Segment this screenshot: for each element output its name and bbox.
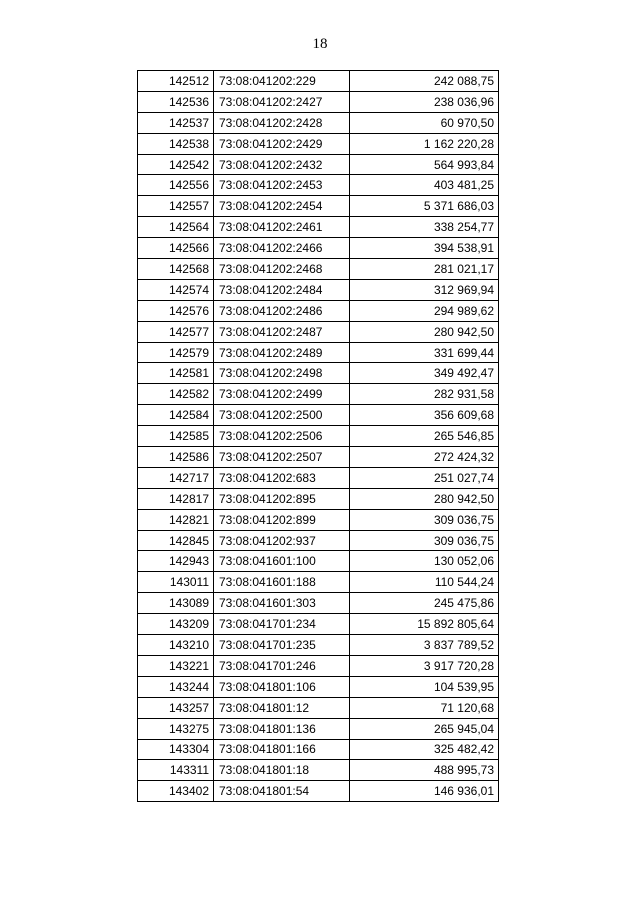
table-row bbox=[138, 447, 499, 468]
row-number-cell: 142582 bbox=[138, 384, 214, 405]
cadastral-value-cell: 280 942,50 bbox=[350, 488, 499, 509]
cadastral-number-cell: 73:08:041202:2487 bbox=[214, 321, 350, 342]
cadastral-number-cell: 73:08:041202:2499 bbox=[214, 384, 350, 405]
cadastral-number-cell: 73:08:041601:303 bbox=[214, 593, 350, 614]
cadastral-value-table bbox=[137, 70, 499, 802]
table-row bbox=[138, 509, 499, 530]
cadastral-number-cell: 73:08:041202:2428 bbox=[214, 112, 350, 133]
table-row bbox=[138, 238, 499, 259]
table-row bbox=[138, 279, 499, 300]
cadastral-number-cell: 73:08:041601:100 bbox=[214, 551, 350, 572]
cadastral-number-cell: 73:08:041202:2506 bbox=[214, 426, 350, 447]
row-number-cell: 143402 bbox=[138, 781, 214, 802]
row-number-cell: 142581 bbox=[138, 363, 214, 384]
cadastral-number-cell: 73:08:041202:937 bbox=[214, 530, 350, 551]
cadastral-number-cell: 73:08:041202:899 bbox=[214, 509, 350, 530]
cadastral-number-cell: 73:08:041202:2489 bbox=[214, 342, 350, 363]
row-number-cell: 143210 bbox=[138, 635, 214, 656]
cadastral-number-cell: 73:08:041202:2498 bbox=[214, 363, 350, 384]
table-row bbox=[138, 635, 499, 656]
cadastral-value-cell: 15 892 805,64 bbox=[350, 614, 499, 635]
cadastral-value-cell: 110 544,24 bbox=[350, 572, 499, 593]
table-row bbox=[138, 384, 499, 405]
row-number-cell: 142512 bbox=[138, 71, 214, 92]
row-number-cell: 142538 bbox=[138, 133, 214, 154]
row-number-cell: 143244 bbox=[138, 676, 214, 697]
row-number-cell: 142556 bbox=[138, 175, 214, 196]
table-row bbox=[138, 321, 499, 342]
cadastral-value-cell: 146 936,01 bbox=[350, 781, 499, 802]
cadastral-number-cell: 73:08:041202:2454 bbox=[214, 196, 350, 217]
table-row bbox=[138, 676, 499, 697]
table-row bbox=[138, 300, 499, 321]
cadastral-number-cell: 73:08:041701:235 bbox=[214, 635, 350, 656]
cadastral-number-cell: 73:08:041801:18 bbox=[214, 760, 350, 781]
cadastral-value-cell: 5 371 686,03 bbox=[350, 196, 499, 217]
cadastral-number-cell: 73:08:041202:2500 bbox=[214, 405, 350, 426]
cadastral-number-cell: 73:08:041202:2453 bbox=[214, 175, 350, 196]
table-row bbox=[138, 259, 499, 280]
table-row bbox=[138, 91, 499, 112]
row-number-cell: 143311 bbox=[138, 760, 214, 781]
cadastral-value-cell: 403 481,25 bbox=[350, 175, 499, 196]
row-number-cell: 142717 bbox=[138, 467, 214, 488]
cadastral-value-cell: 294 989,62 bbox=[350, 300, 499, 321]
cadastral-value-cell: 71 120,68 bbox=[350, 697, 499, 718]
table-row bbox=[138, 133, 499, 154]
cadastral-value-cell: 280 942,50 bbox=[350, 321, 499, 342]
row-number-cell: 142574 bbox=[138, 279, 214, 300]
cadastral-value-cell: 309 036,75 bbox=[350, 509, 499, 530]
cadastral-value-cell: 104 539,95 bbox=[350, 676, 499, 697]
row-number-cell: 142817 bbox=[138, 488, 214, 509]
row-number-cell: 142537 bbox=[138, 112, 214, 133]
cadastral-number-cell: 73:08:041801:166 bbox=[214, 739, 350, 760]
cadastral-number-cell: 73:08:041202:2486 bbox=[214, 300, 350, 321]
row-number-cell: 143209 bbox=[138, 614, 214, 635]
row-number-cell: 142564 bbox=[138, 217, 214, 238]
row-number-cell: 142821 bbox=[138, 509, 214, 530]
cadastral-value-cell: 564 993,84 bbox=[350, 154, 499, 175]
cadastral-value-cell: 312 969,94 bbox=[350, 279, 499, 300]
cadastral-value-cell: 265 546,85 bbox=[350, 426, 499, 447]
row-number-cell: 142845 bbox=[138, 530, 214, 551]
row-number-cell: 143304 bbox=[138, 739, 214, 760]
table-row bbox=[138, 426, 499, 447]
table-body bbox=[138, 71, 499, 802]
table-row bbox=[138, 488, 499, 509]
row-number-cell: 142586 bbox=[138, 447, 214, 468]
cadastral-number-cell: 73:08:041202:2432 bbox=[214, 154, 350, 175]
cadastral-number-cell: 73:08:041202:2484 bbox=[214, 279, 350, 300]
cadastral-value-cell: 349 492,47 bbox=[350, 363, 499, 384]
table-row bbox=[138, 405, 499, 426]
cadastral-number-cell: 73:08:041202:2507 bbox=[214, 447, 350, 468]
cadastral-value-cell: 3 917 720,28 bbox=[350, 655, 499, 676]
table-row bbox=[138, 614, 499, 635]
table-row bbox=[138, 739, 499, 760]
cadastral-value-cell: 394 538,91 bbox=[350, 238, 499, 259]
row-number-cell: 143011 bbox=[138, 572, 214, 593]
cadastral-value-cell: 238 036,96 bbox=[350, 91, 499, 112]
table-row bbox=[138, 781, 499, 802]
table-row bbox=[138, 196, 499, 217]
row-number-cell: 143221 bbox=[138, 655, 214, 676]
cadastral-number-cell: 73:08:041601:188 bbox=[214, 572, 350, 593]
cadastral-number-cell: 73:08:041801:12 bbox=[214, 697, 350, 718]
cadastral-number-cell: 73:08:041202:895 bbox=[214, 488, 350, 509]
cadastral-value-cell: 488 995,73 bbox=[350, 760, 499, 781]
table-row bbox=[138, 217, 499, 238]
cadastral-value-cell: 281 021,17 bbox=[350, 259, 499, 280]
row-number-cell: 143257 bbox=[138, 697, 214, 718]
table-row bbox=[138, 551, 499, 572]
table-row bbox=[138, 154, 499, 175]
cadastral-value-cell: 1 162 220,28 bbox=[350, 133, 499, 154]
cadastral-value-cell: 60 970,50 bbox=[350, 112, 499, 133]
table-row bbox=[138, 572, 499, 593]
row-number-cell: 142579 bbox=[138, 342, 214, 363]
row-number-cell: 142566 bbox=[138, 238, 214, 259]
cadastral-value-cell: 130 052,06 bbox=[350, 551, 499, 572]
row-number-cell: 142584 bbox=[138, 405, 214, 426]
cadastral-number-cell: 73:08:041801:54 bbox=[214, 781, 350, 802]
cadastral-value-cell: 282 931,58 bbox=[350, 384, 499, 405]
table-row bbox=[138, 655, 499, 676]
cadastral-value-cell: 309 036,75 bbox=[350, 530, 499, 551]
row-number-cell: 142536 bbox=[138, 91, 214, 112]
cadastral-value-cell: 242 088,75 bbox=[350, 71, 499, 92]
row-number-cell: 142577 bbox=[138, 321, 214, 342]
cadastral-number-cell: 73:08:041701:246 bbox=[214, 655, 350, 676]
cadastral-number-cell: 73:08:041801:106 bbox=[214, 676, 350, 697]
table-row bbox=[138, 697, 499, 718]
cadastral-value-cell: 272 424,32 bbox=[350, 447, 499, 468]
cadastral-number-cell: 73:08:041202:2429 bbox=[214, 133, 350, 154]
row-number-cell: 142542 bbox=[138, 154, 214, 175]
table-row bbox=[138, 530, 499, 551]
cadastral-number-cell: 73:08:041202:683 bbox=[214, 467, 350, 488]
row-number-cell: 142585 bbox=[138, 426, 214, 447]
table-row bbox=[138, 718, 499, 739]
cadastral-number-cell: 73:08:041202:2468 bbox=[214, 259, 350, 280]
table-row bbox=[138, 71, 499, 92]
table-row bbox=[138, 760, 499, 781]
row-number-cell: 143275 bbox=[138, 718, 214, 739]
page-number: 18 bbox=[312, 36, 328, 52]
cadastral-value-cell: 265 945,04 bbox=[350, 718, 499, 739]
cadastral-value-cell: 338 254,77 bbox=[350, 217, 499, 238]
row-number-cell: 142576 bbox=[138, 300, 214, 321]
row-number-cell: 143089 bbox=[138, 593, 214, 614]
cadastral-value-cell: 3 837 789,52 bbox=[350, 635, 499, 656]
table-row bbox=[138, 112, 499, 133]
cadastral-number-cell: 73:08:041801:136 bbox=[214, 718, 350, 739]
row-number-cell: 142557 bbox=[138, 196, 214, 217]
table-row bbox=[138, 593, 499, 614]
cadastral-number-cell: 73:08:041202:2427 bbox=[214, 91, 350, 112]
cadastral-value-cell: 251 027,74 bbox=[350, 467, 499, 488]
cadastral-value-cell: 331 699,44 bbox=[350, 342, 499, 363]
row-number-cell: 142568 bbox=[138, 259, 214, 280]
cadastral-number-cell: 73:08:041701:234 bbox=[214, 614, 350, 635]
table-row bbox=[138, 175, 499, 196]
cadastral-value-cell: 245 475,86 bbox=[350, 593, 499, 614]
table-row bbox=[138, 467, 499, 488]
table-row bbox=[138, 342, 499, 363]
row-number-cell: 142943 bbox=[138, 551, 214, 572]
cadastral-number-cell: 73:08:041202:2461 bbox=[214, 217, 350, 238]
table-row bbox=[138, 363, 499, 384]
cadastral-value-cell: 325 482,42 bbox=[350, 739, 499, 760]
cadastral-number-cell: 73:08:041202:229 bbox=[214, 71, 350, 92]
cadastral-value-cell: 356 609,68 bbox=[350, 405, 499, 426]
cadastral-number-cell: 73:08:041202:2466 bbox=[214, 238, 350, 259]
